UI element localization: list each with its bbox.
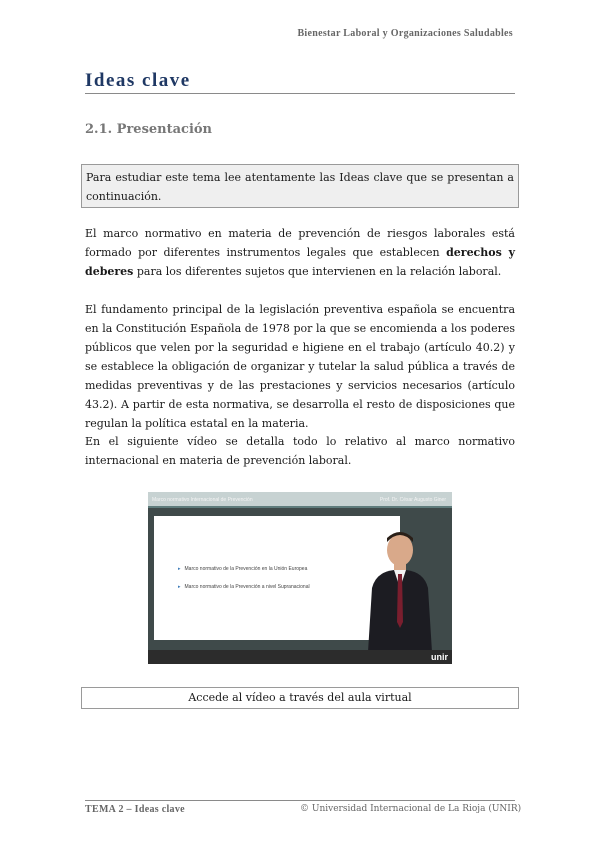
video-footer-bar (148, 650, 452, 664)
paragraph-fundamento: El fundamento principal de la legislación preventiva española se encuentra en la Constitución Española de 1978 por la que se encomienda a los poderes públicos que velen por la seguridad e higiene en el trabajo (artículo 40.2) y se establece la obligación de organizar y tutelar la salud pública a través de medidas preventivas y de las prestaciones y servicios necesarios (artículo 43.2). A partir de esta normativa, se desarrolla el resto de disposiciones que regulan la política estatal en la materia. (85, 303, 515, 430)
unir-logo: unir (431, 652, 448, 662)
footer-topic: TEMA 2 – Ideas clave (85, 804, 185, 815)
footer-copyright: © Universidad Internacional de La Rioja (UNIR) (300, 804, 522, 814)
paragraph-marco-normativo (85, 224, 515, 281)
video-presenter-name: Prof. Dr. César Augusto Giner (379, 497, 446, 503)
study-note-box: Para estudiar este tema lee atentamente las Ideas clave que se presentan a continuación. (81, 164, 519, 208)
presenter-figure (354, 526, 444, 652)
running-header: Bienestar Laboral y Organizaciones Saludables (297, 28, 513, 39)
video-thumbnail[interactable] (148, 492, 452, 664)
page-title: Ideas clave (85, 70, 191, 91)
video-slide-title: Marco normativo Internacional de Prevención (152, 497, 253, 503)
virtual-classroom-link[interactable]: Accede al vídeo a través del aula virtual (81, 687, 519, 709)
paragraph-text: para los diferentes sujetos que intervienen en la relación laboral. (133, 265, 502, 278)
video-bullet: ▸ Marco normativo de la Prevención en la Unión Europea (178, 566, 307, 572)
video-title-bar (148, 492, 452, 508)
bold-phrase: derechos y deberes (85, 246, 515, 278)
video-bullet: ▸ Marco normativo de la Prevención a nivel Supranacional (178, 584, 310, 590)
paragraph-text: El marco normativo en materia de prevención de riesgos laborales está formado por diferentes instrumentos legales que establecen (85, 227, 515, 259)
footer-divider (85, 800, 515, 801)
paragraph-video-intro: En el siguiente vídeo se detalla todo lo relativo al marco normativo internacional en materia de prevención laboral. (85, 435, 515, 467)
title-divider (85, 93, 515, 94)
section-heading: 2.1. Presentación (85, 122, 213, 137)
